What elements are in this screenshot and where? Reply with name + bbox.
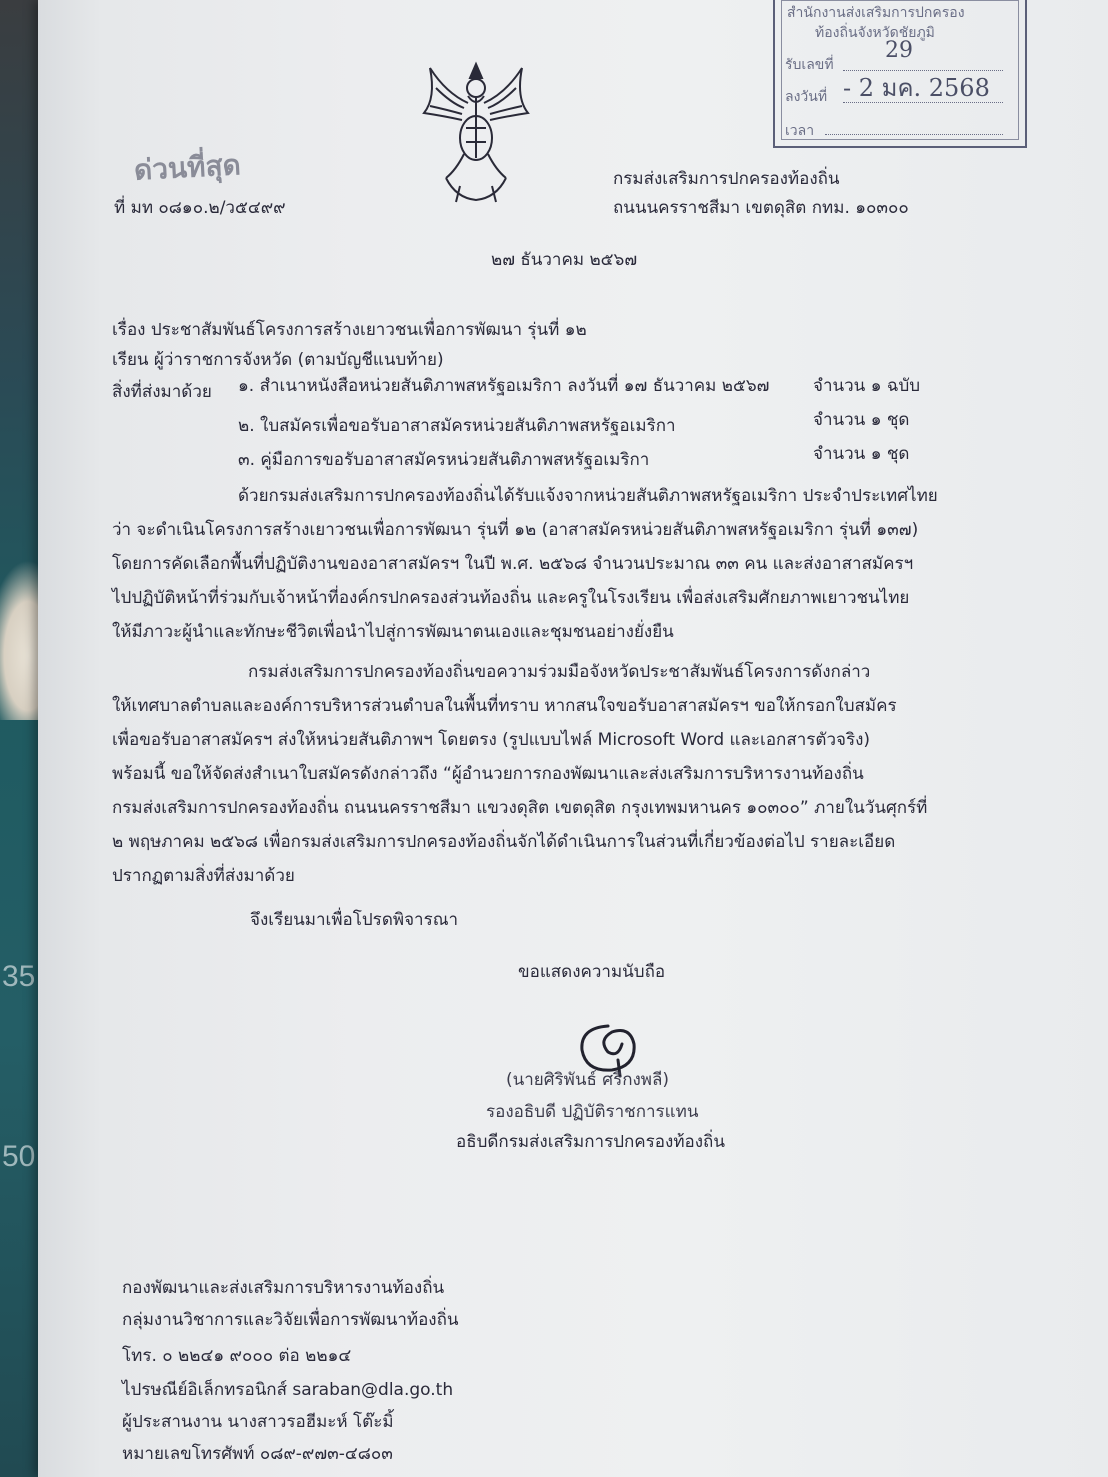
body-paragraph-line: ว่า จะดำเนินโครงการสร้างเยาวชนเพื่อการพัฒนา รุ่นที่ ๑๒ (อาสาสมัครหน่วยสันติภาพสหรัฐอเมริกา รุ่นที่ ๑๓๗) (112, 520, 919, 540)
receiving-stamp (773, 0, 1027, 148)
body-paragraph-line: ด้วยกรมส่งเสริมการปกครองท้องถิ่นได้รับแจ้งจากหน่วยสันติภาพสหรัฐอเมริกา ประจำประเทศไทย (238, 486, 938, 506)
garuda-emblem-icon (416, 58, 536, 208)
issuing-agency: กรมส่งเสริมการปกครองท้องถิ่น (613, 169, 840, 189)
footer-line: โทร. ๐ ๒๒๔๑ ๙๐๐๐ ต่อ ๒๒๑๔ (122, 1346, 352, 1366)
footer-line: หมายเลขโทรศัพท์ ๐๘๙-๙๗๓-๔๘๐๓ (122, 1444, 393, 1464)
body-paragraph-line: พร้อมนี้ ขอให้จัดส่งสำเนาใบสมัครดังกล่าวถึง “ผู้อำนวยการกองพัฒนาและส่งเสริมการบริหารงานท้องถิ่น (112, 764, 864, 784)
body-paragraph-line: กรมส่งเสริมการปกครองท้องถิ่น ถนนนครราชสีมา แขวงดุสิต เขตดุสิต กรุงเทพมหานคร ๑๐๓๐๐” ภายในวันศุกร์ที่ (112, 798, 928, 818)
signatory-position: อธิบดีกรมส่งเสริมการปกครองท้องถิ่น (456, 1132, 725, 1152)
urgent-stamp: ด่วนที่สุด (133, 148, 242, 187)
stamp-time-label: เวลา (785, 123, 815, 139)
enclosure-qty: จำนวน ๑ ชุด (813, 410, 910, 430)
body-paragraph-line: ๒ พฤษภาคม ๒๕๖๘ เพื่อกรมส่งเสริมการปกครองท้องถิ่นจักได้ดำเนินการในส่วนที่เกี่ยวข้องต่อไป รายละเอียด (112, 832, 896, 852)
document-number: ที่ มท ๐๘๑๐.๒/ว๕๔๙๙ (114, 198, 286, 218)
enclosure-qty: จำนวน ๑ ชุด (813, 444, 910, 464)
body-paragraph-line: กรมส่งเสริมการปกครองท้องถิ่นขอความร่วมมือจังหวัดประชาสัมพันธ์โครงการดังกล่าว (248, 662, 871, 682)
enclosure-item: ๑. สำเนาหนังสือหน่วยสันติภาพสหรัฐอเมริกา ลงวันที่ ๑๗ ธันวาคม ๒๕๖๗ (238, 376, 770, 396)
mat-ruler-number: 50 (2, 1140, 36, 1173)
body-paragraph-line: ไปปฏิบัติหน้าที่ร่วมกับเจ้าหน้าที่องค์กรปกครองส่วนท้องถิ่น และครูในโรงเรียน เพื่อส่งเสริมศักยภาพเยาวชนไทย (112, 588, 910, 608)
stamp-number-label: รับเลขที่ (785, 57, 834, 73)
signatory-name: (นายศิริพันธ์ ศรีกงพลี) (506, 1070, 670, 1090)
footer-line: ผู้ประสานงาน นางสาวรอฮีมะห์ โต๊ะมิ้ (122, 1412, 394, 1432)
body-paragraph-line: ให้มีภาวะผู้นำและทักษะชีวิตเพื่อนำไปสู่การพัฒนาตนเองและชุมชนอย่างยั่งยืน (112, 622, 674, 642)
signatory-position: รองอธิบดี ปฏิบัติราชการแทน (486, 1102, 699, 1122)
footer-line: ไปรษณีย์อิเล็กทรอนิกส์ saraban@dla.go.th (122, 1380, 454, 1400)
agency-address: ถนนนครราชสีมา เขตดุสิต กทม. ๑๐๓๐๐ (613, 198, 909, 218)
body-paragraph-line: ให้เทศบาลตำบลและองค์การบริหารส่วนตำบลในพื้นที่ทราบ หากสนใจขอรับอาสาสมัครฯ ขอให้กรอกใบสมัคร (112, 696, 897, 716)
official-letter-page (38, 0, 1108, 1477)
addressee-line: เรียน ผู้ว่าราชการจังหวัด (ตามบัญชีแนบท้าย) (112, 350, 444, 370)
stamp-number-value: 29 (885, 38, 913, 63)
footer-line: กลุ่มงานวิชาการและวิจัยเพื่อการพัฒนาท้องถิ่น (122, 1310, 459, 1330)
body-paragraph-line: เพื่อขอรับอาสาสมัครฯ ส่งให้หน่วยสันติภาพฯ โดยตรง (รูปแบบไฟล์ Microsoft Word และเอกสารตัวจริง) (112, 730, 871, 750)
mat-ruler-number: 35 (2, 960, 36, 993)
footer-line: กองพัฒนาและส่งเสริมการบริหารงานท้องถิ่น (122, 1278, 445, 1298)
body-paragraph-line: ปรากฏตามสิ่งที่ส่งมาด้วย (112, 866, 295, 886)
body-paragraph-line: โดยการคัดเลือกพื้นที่ปฏิบัติงานของอาสาสมัครฯ ในปี พ.ศ. ๒๕๖๘ จำนวนประมาณ ๓๓ คน และส่งอาสาสมัครฯ (112, 554, 914, 574)
document-date: ๒๗ ธันวาคม ๒๕๖๗ (491, 250, 638, 270)
stamp-office-line: ท้องถิ่นจังหวัดชัยภูมิ (815, 25, 935, 41)
subject-line: เรื่อง ประชาสัมพันธ์โครงการสร้างเยาวชนเพื่อการพัฒนา รุ่นที่ ๑๒ (112, 320, 587, 340)
stamp-office-line: สำนักงานส่งเสริมการปกครอง (787, 5, 965, 21)
stamp-date-label: ลงวันที่ (785, 89, 828, 105)
enclosure-item: ๒. ใบสมัครเพื่อขอรับอาสาสมัครหน่วยสันติภาพสหรัฐอเมริกา (238, 416, 676, 436)
enclosures-label: สิ่งที่ส่งมาด้วย (112, 382, 212, 402)
enclosure-qty: จำนวน ๑ ฉบับ (813, 376, 921, 396)
enclosure-item: ๓. คู่มือการขอรับอาสาสมัครหน่วยสันติภาพสหรัฐอเมริกา (238, 450, 650, 470)
regards-line: ขอแสดงความนับถือ (518, 962, 666, 982)
stamp-date-value: - 2 มค. 2568 (843, 74, 990, 102)
closing-request: จึงเรียนมาเพื่อโปรดพิจารณา (250, 910, 459, 930)
